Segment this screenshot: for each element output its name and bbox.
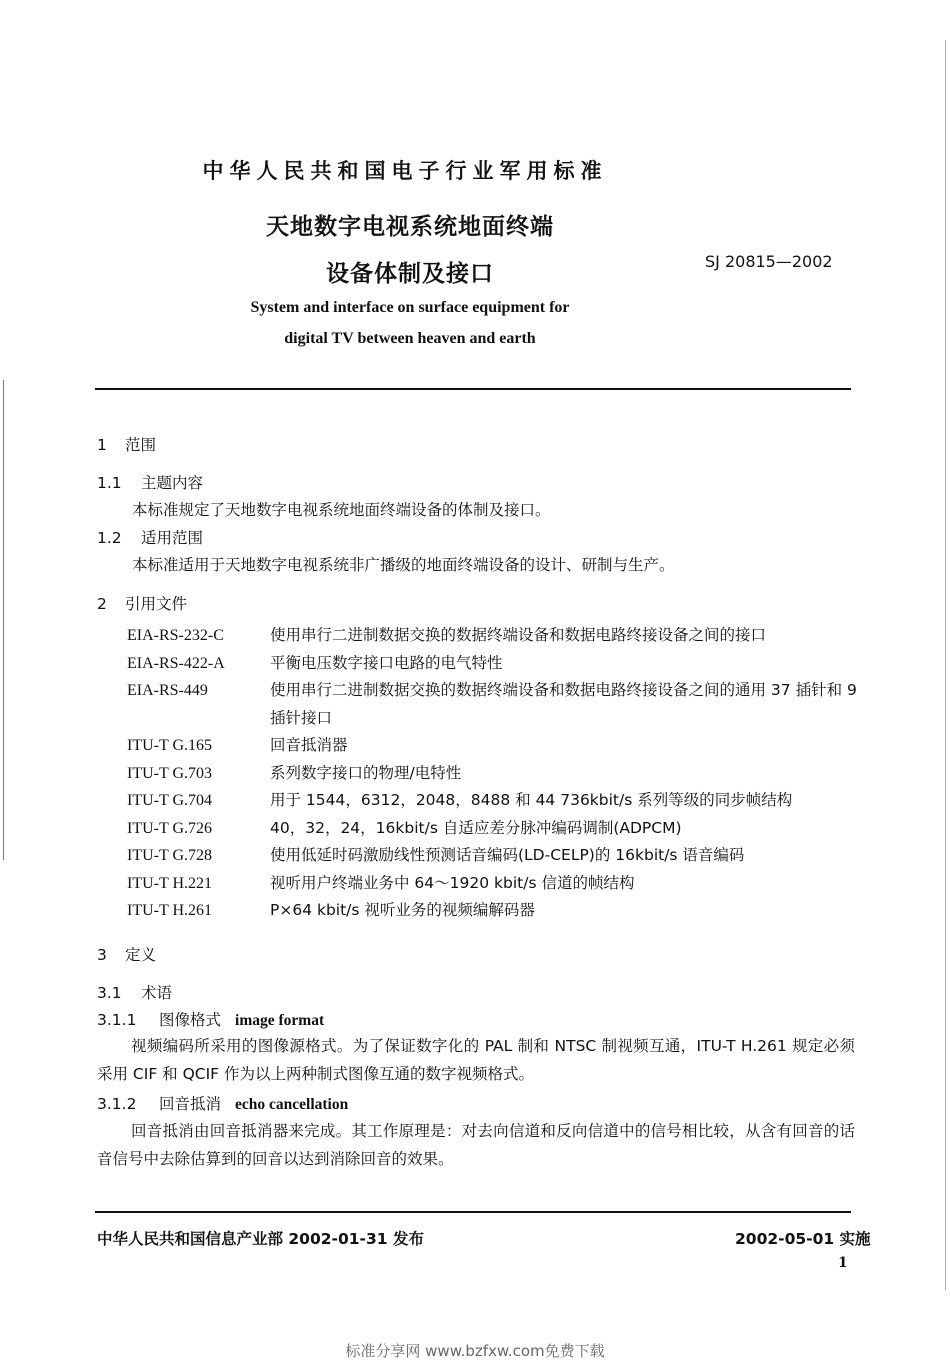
section-1-2-heading [97,526,203,548]
reference-item [127,622,857,650]
reference-item [127,677,857,732]
section-1-1-heading [97,471,203,493]
document-title-en-line2: digital TV between heaven and earth [284,330,536,347]
reference-code: EIA-RS-422-A [127,654,225,672]
reference-description: 40，32，24，16kbit/s 自适应差分脉冲编码调制(ADPCM) [270,818,682,837]
reference-item [127,842,857,870]
section-3-1-2-heading [97,1092,348,1114]
reference-code: ITU-T G.704 [127,792,213,809]
section-title: 引用文件 [125,595,188,613]
section-3-1-1-text: 视频编码所采用的图像源格式。为了保证数字化的 PAL 制和 NTSC 制视频互通，ITU-T H.261 规定必须采用 CIF 和 QCIF 作为以上两种制式图像互通的数字视频格式。 [97,1037,855,1083]
section-3-1-2-text: 回音抵消由回音抵消器来完成。其工作原理是：对去向信道和反向信道中的信号相比较，从含有回音的话音信号中去除估算到的回音以达到消除回音的效果。 [97,1122,855,1168]
reference-code: ITU-T G.165 [127,737,213,754]
reference-item [127,732,857,760]
page-number: 1 [838,1255,848,1271]
section-title: 术语 [141,984,173,1002]
section-1-2-text: 本标准适用于天地数字电视系统非广播级的地面终端设备的设计、研制与生产。 [132,556,675,574]
scan-edge-right [945,40,946,1290]
reference-code: ITU-T G.726 [127,819,213,837]
reference-description: 使用串行二进制数据交换的数据终端设备和数据电路终接设备之间的通用 37 插针和 9 插针接口 [270,681,857,727]
reference-description: 视听用户终端业务中 64～1920 kbit/s 信道的帧结构 [270,873,635,892]
standard-category-title: 中华人民共和国电子行业军用标准 [202,159,608,183]
document-title-en-line1: System and interface on surface equipment for [250,299,570,316]
reference-description: 使用低延时码激励线性预测话音编码(LD-CELP)的 16kbit/s 语音编码 [270,846,745,864]
section-3-1-1-heading [97,1008,324,1030]
section-title: 定义 [125,946,157,964]
reference-item [127,897,857,925]
document-number: SJ 20815—2002 [705,252,833,271]
reference-item [127,760,857,788]
section-number: 3 [97,946,107,964]
scan-edge-left [3,380,4,860]
section-number: 3.1.2 [97,1095,137,1113]
reference-code: EIA-RS-232-C [127,627,224,644]
section-title: 适用范围 [141,529,204,547]
reference-description: 系列数字接口的物理/电特性 [270,763,462,782]
section-1-heading [97,433,156,455]
section-number: 3.1 [97,984,122,1002]
section-title: 图像格式 [159,1011,222,1029]
section-title: 范围 [125,436,157,454]
section-title: 主题内容 [141,474,204,492]
section-title-en: image format [235,1012,325,1029]
reference-code: EIA-RS-449 [127,682,208,699]
reference-item [127,787,857,815]
footer-divider [95,1211,851,1213]
publisher-line: 中华人民共和国信息产业部 2002-01-31 发布 [97,1230,424,1248]
section-1-1-text: 本标准规定了天地数字电视系统地面终端设备的体制及接口。 [132,501,551,519]
header-divider [95,388,851,390]
reference-description: 使用串行二进制数据交换的数据终端设备和数据电路终接设备之间的接口 [270,626,767,644]
section-number: 1 [97,436,107,454]
section-number: 2 [97,595,107,613]
section-number: 1.1 [97,474,122,492]
document-title-cn-line1: 天地数字电视系统地面终端 [266,214,554,240]
section-3-1-heading [97,981,172,1003]
reference-description: 用于 1544，6312，2048，8488 和 44 736kbit/s 系列等级的同步帧结构 [270,791,793,809]
section-2-heading [97,592,187,614]
reference-list [127,622,857,925]
effective-date: 2002-05-01 实施 [735,1230,871,1248]
section-number: 1.2 [97,529,122,547]
section-title-en: echo cancellation [235,1096,349,1113]
section-3-heading [97,943,156,965]
reference-description: 平衡电压数字接口电路的电气特性 [270,653,503,672]
reference-code: ITU-T G.728 [127,847,213,864]
watermark-text: 标准分享网 www.bzfxw.com免费下载 [345,1342,605,1360]
reference-description: 回音抵消器 [270,736,348,754]
reference-item [127,815,857,843]
reference-code: ITU-T G.703 [127,764,213,782]
section-number: 3.1.1 [97,1011,137,1029]
reference-code: ITU-T H.261 [127,902,213,919]
reference-code: ITU-T H.221 [127,874,213,892]
reference-item [127,650,857,678]
document-title-cn-line2: 设备体制及接口 [326,261,494,287]
section-title: 回音抵消 [159,1095,222,1113]
reference-description: P×64 kbit/s 视听业务的视频编解码器 [270,901,535,919]
reference-item [127,870,857,898]
